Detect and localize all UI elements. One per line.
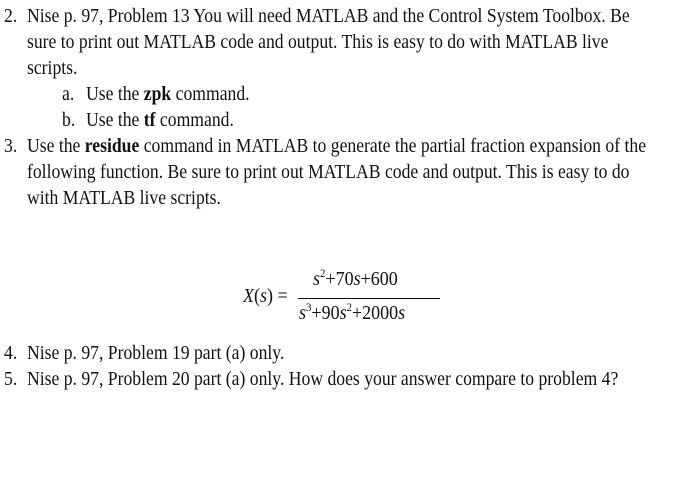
item-3-text-line-3: with MATLAB live scripts.	[27, 187, 221, 209]
item-3-text-line-2: following function. Be sure to print out MATLAB code and output. This is easy to do	[27, 161, 630, 183]
subitem-a-text	[86, 82, 250, 106]
num-term-2: +70	[325, 268, 354, 290]
item-3-before: Use the	[27, 135, 85, 157]
num-term-1: s	[313, 268, 321, 290]
equation-numerator	[313, 268, 398, 291]
item-2-text-line-3: scripts.	[27, 57, 78, 79]
den-term-3-var: s	[398, 302, 406, 324]
subitem-a-after: command.	[171, 83, 250, 105]
subitem-b-after: command.	[155, 109, 234, 131]
num-term-2-var: s	[353, 268, 361, 290]
equation-variable: s	[260, 285, 268, 307]
item-4-number: 4.	[4, 342, 18, 364]
subitem-a-before: Use the	[86, 83, 144, 105]
equation	[243, 266, 443, 336]
item-5-number: 5.	[4, 368, 18, 390]
equation-denominator	[299, 302, 405, 325]
equation-lhs: X(s) =	[243, 285, 288, 307]
subitem-b-before: Use the	[86, 109, 144, 131]
den-term-2: +90	[311, 302, 340, 324]
den-term-2-var: s	[339, 302, 347, 324]
item-3-command: residue	[84, 135, 140, 157]
item-2-text-line-2: sure to print out MATLAB code and output. This is easy to do with MATLAB live	[27, 31, 609, 53]
num-term-3: +600	[360, 268, 398, 290]
subitem-a-command: zpk	[143, 83, 172, 105]
fraction-bar	[298, 298, 440, 299]
item-3-after: command in MATLAB to generate the partial fraction expansion of the	[139, 135, 647, 157]
item-2-text-line-1: Nise p. 97, Problem 13 You will need MATLAB and the Control System Toolbox. Be	[27, 5, 630, 27]
item-3-text-line-1	[27, 134, 646, 158]
num-exp-1: 2	[320, 266, 326, 281]
item-4-text: Nise p. 97, Problem 19 part (a) only.	[27, 342, 285, 364]
subitem-b-letter: b.	[62, 109, 76, 131]
subitem-a-letter: a.	[62, 83, 75, 105]
equation-function-name: X	[243, 285, 254, 307]
subitem-b-command: tf	[143, 109, 156, 131]
item-5-text: Nise p. 97, Problem 20 part (a) only. How does your answer compare to problem 4?	[27, 368, 619, 390]
item-3-number: 3.	[4, 135, 18, 157]
den-exp-1: 3	[306, 300, 312, 315]
den-term-1: s	[299, 302, 307, 324]
item-2-line-1	[4, 4, 17, 28]
item-2-number: 2.	[4, 5, 18, 27]
den-term-3: +2000	[351, 302, 399, 324]
subitem-b-text	[86, 108, 234, 132]
den-exp-2: 2	[346, 300, 352, 315]
